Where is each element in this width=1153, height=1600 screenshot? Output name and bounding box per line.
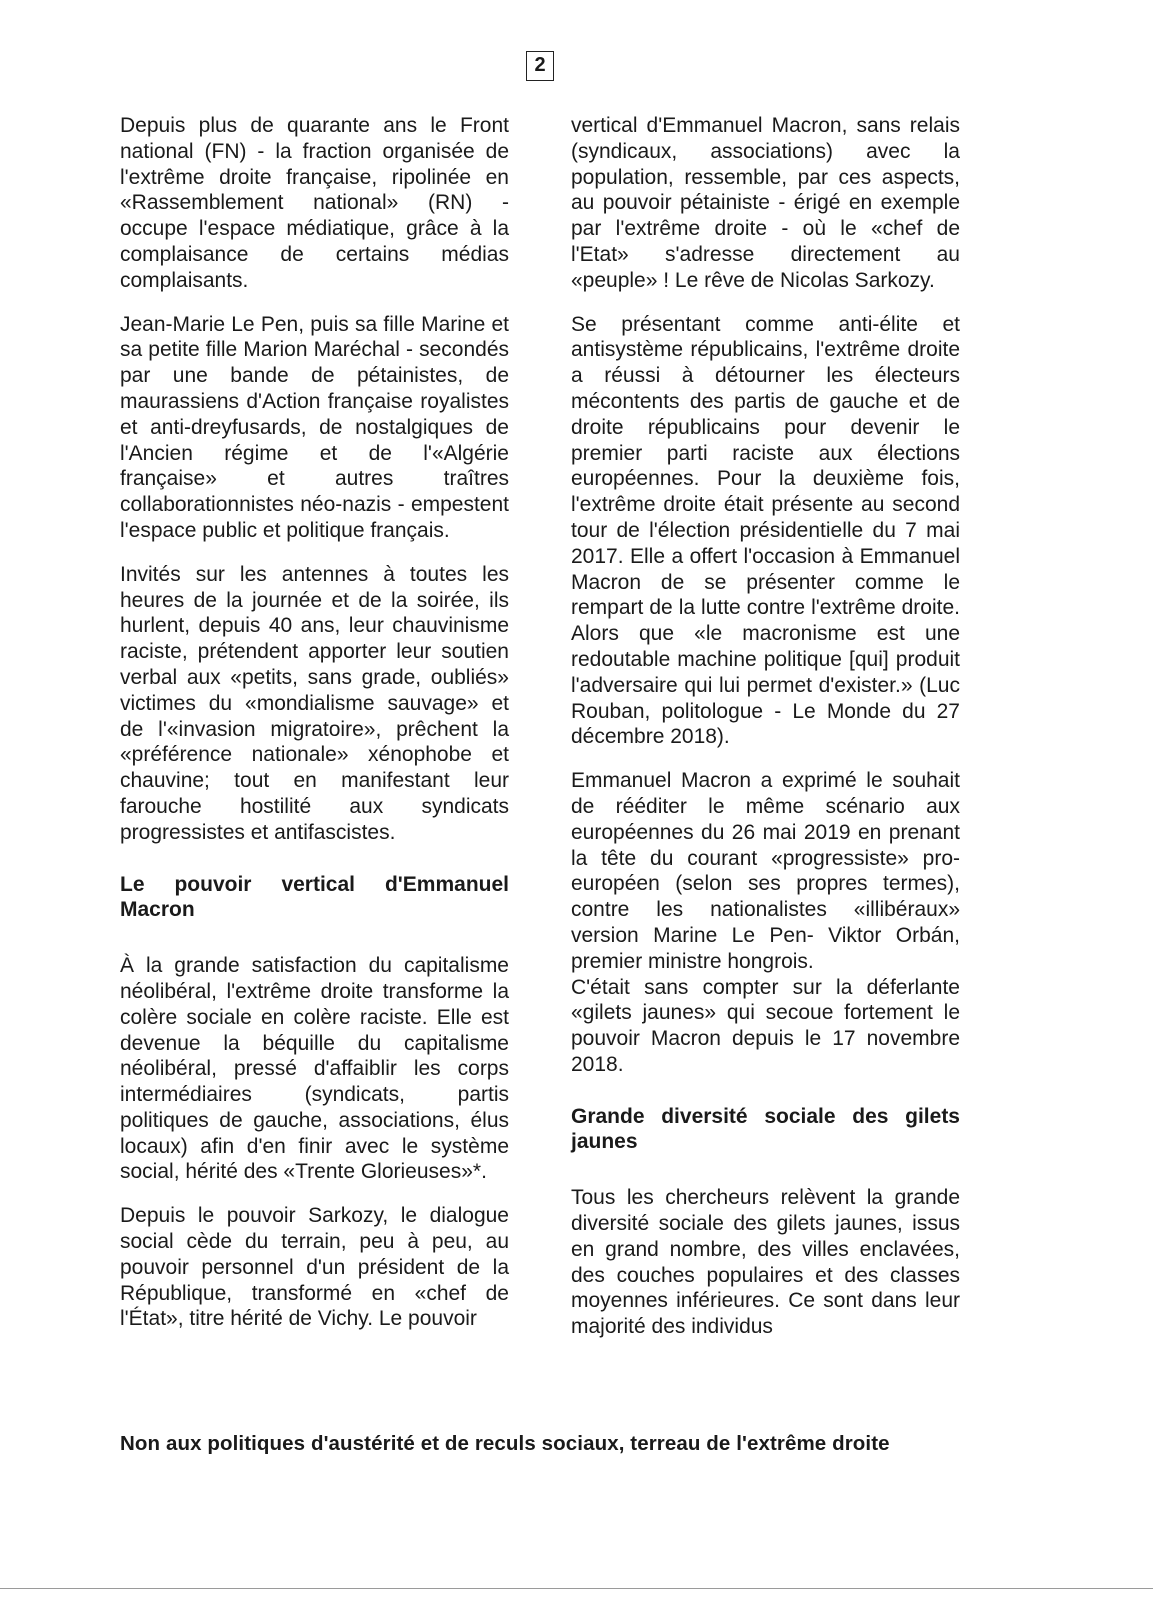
right-paragraph-3: Emmanuel Macron a exprimé le souhait de rééditer le même scénario aux européennes du 26 mai 2019 en prenant la tête du courant «progressiste» pro-européen (selon ses propres termes), contre les nationalistes «illibéraux» version Marine Le Pen- Viktor Orbán, premier ministre hongrois. — [571, 769, 960, 973]
left-paragraph-5: Depuis le pouvoir Sarkozy, le dialogue social cède du terrain, peu à peu, au pouvoir personnel d'un président de la République, transformé en «chef de l'État», titre hérité de Vichy. Le pouvoir — [120, 1204, 509, 1331]
left-paragraph-2: Jean-Marie Le Pen, puis sa fille Marine et sa petite fille Marion Maréchal - secondés par une bande de pétainistes, de maurassiens d'Action française royalistes et anti-dreyfusards, de nostalgiques de l'Ancien régime et de l'«Algérie française» et autres traîtres collaborationnistes néo-nazis - empestent l'espace public et politique français. — [120, 312, 509, 542]
right-paragraph-4: C'était sans compter sur la déferlante «gilets jaunes» qui secoue fortement le pouvoir Macron depuis le 17 novembre 2018. — [571, 975, 960, 1076]
page-number: 2 — [526, 51, 554, 81]
right-paragraph-1: vertical d'Emmanuel Macron, sans relais (syndicaux, associations) avec la population, ressemble, par ces aspects, au pouvoir pétainiste - érigé en exemple par l'extrême droite - où le «chef de l'Etat» s'adresse directement au «peuple» ! Le rêve de Nicolas Sarkozy. — [571, 114, 960, 292]
section-heading-macron: Le pouvoir vertical d'Emmanuel Macron — [120, 872, 509, 922]
right-paragraph-2: Se présentant comme anti-élite et antisystème républicains, l'extrême droite a réussi à détourner les électeurs mécontents des partis de gauche et de droite républicains pour devenir le premier parti raciste aux élections européennes. Pour la deuxième fois, l'extrême droite était présente au second tour de l'élection présidentielle du 7 mai 2017. Elle a offert l'occasion à Emmanuel Macron de se présenter comme le rempart de la lutte contre l'extrême droite. Alors que «le macronisme est une redoutable machine politique [qui] produit l'adversaire qui lui permet d'exister.» (Luc Rouban, politologue - Le Monde du 27 décembre 2018). — [571, 312, 960, 749]
section-heading-gilets-jaunes: Grande diversité sociale des gilets jaunes — [571, 1104, 960, 1154]
left-paragraph-4: À la grande satisfaction du capitalisme néolibéral, l'extrême droite transforme la colère sociale en colère raciste. Elle est devenue la béquille du capitalisme néolibéral, pressé d'affaiblir les corps intermédiaires (syndicats, partis politiques de gauche, associations, élus locaux) afin d'en finir avec le système social, hérité des «Trente Glorieuses»*. — [120, 954, 509, 1184]
footer-slogan: Non aux politiques d'austérité et de reculs sociaux, terreau de l'extrême droite — [120, 1432, 890, 1455]
left-paragraph-1: Depuis plus de quarante ans le Front national (FN) - la fraction organisée de l'extrême droite française, ripolinée en «Rassemblement national» (RN) - occupe l'espace médiatique, grâce à la complaisance de certains médias complaisants. — [120, 114, 509, 292]
right-paragraph-5: Tous les chercheurs relèvent la grande diversité sociale des gilets jaunes, issus en grand nombre, des villes enclavées, des couches populaires et des classes moyennes inférieures. Ce sont dans leur majorité des individus — [571, 1186, 960, 1339]
left-column — [120, 113, 509, 1350]
left-paragraph-3: Invités sur les antennes à toutes les heures de la journée et de la soirée, ils hurlent, depuis 40 ans, leur chauvinisme raciste, prétendent apporter leur soutien verbal aux «petits, sans grade, oubliés» victimes du «mondialisme sauvage» et de l'«invasion migratoire», prêchent la «préférence nationale» xénophobe et chauvine; tout en manifestant leur farouche hostilité aux syndicats progressistes et antifascistes. — [120, 562, 509, 844]
bottom-divider — [0, 1588, 1153, 1589]
right-column — [571, 113, 960, 1358]
